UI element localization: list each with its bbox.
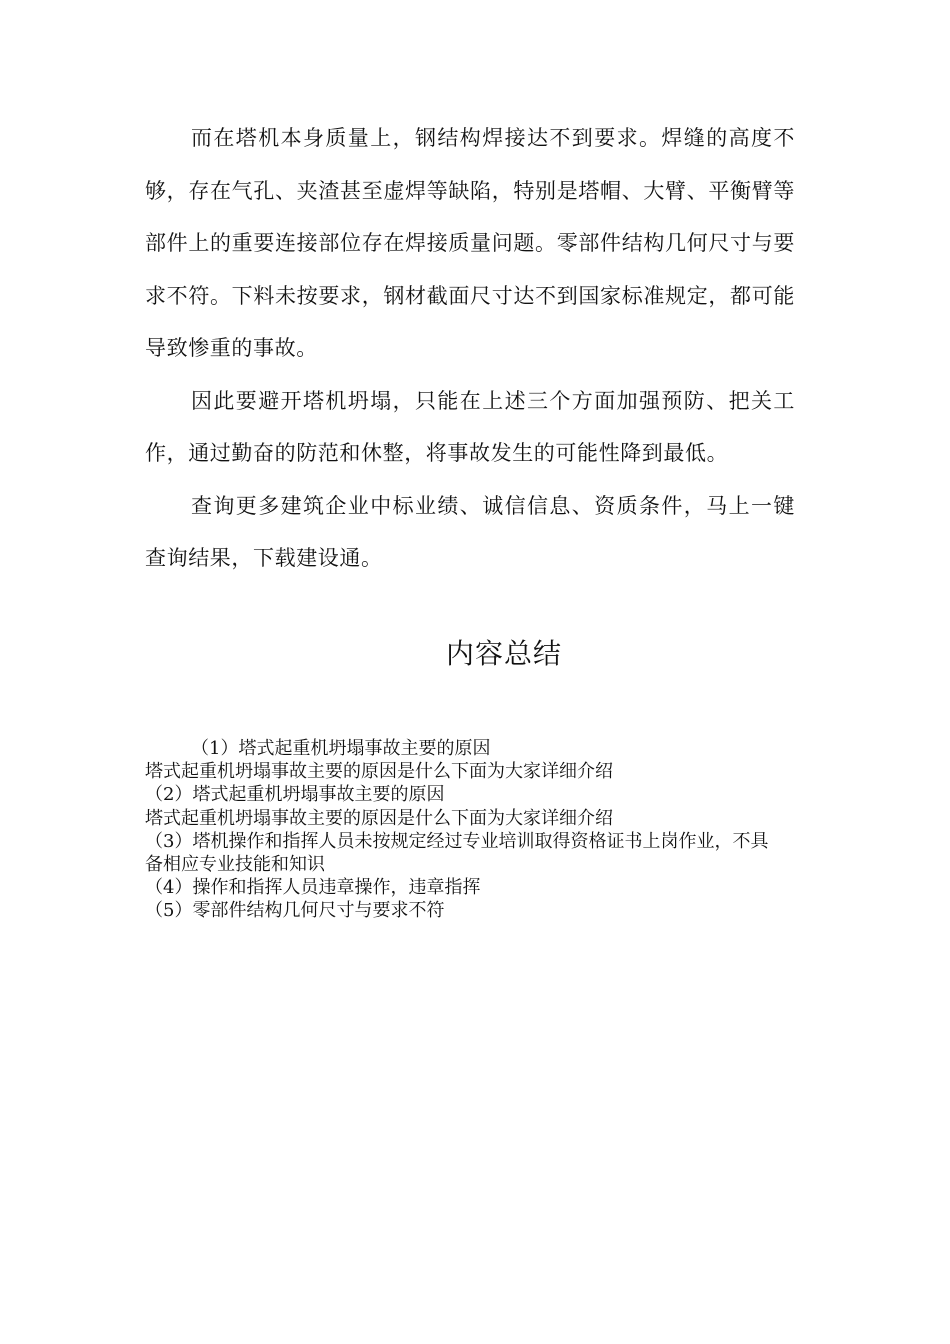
paragraph-prevention: 因此要避开塔机坍塌，只能在上述三个方面加强预防、把关工作，通过勤奋的防范和休整，将事故发生的可能性降到最低。: [145, 388, 795, 465]
summary-item: （2）塔式起重机坍塌事故主要的原因: [145, 784, 445, 806]
summary-item: （1）塔式起重机坍塌事故主要的原因: [191, 738, 491, 759]
summary-title: 内容总结: [445, 637, 562, 670]
paragraph-query-promo: 查询更多建筑企业中标业绩、诚信信息、资质条件，马上一键查询结果，下载建设通。: [145, 493, 795, 570]
summary-list: [145, 737, 785, 923]
summary-item: 塔式起重机坍塌事故主要的原因是什么下面为大家详细介绍: [145, 761, 613, 783]
summary-item: （5）零部件结构几何尺寸与要求不符: [145, 900, 445, 922]
body-text: [145, 112, 795, 585]
paragraph-welding-quality: 而在塔机本身质量上，钢结构焊接达不到要求。焊缝的高度不够，存在气孔、夹渣甚至虚焊等缺陷，特别是塔帽、大臂、平衡臂等部件上的重要连接部位存在焊接质量问题。零部件结构几何尺寸与要求不符。下料未按要求，钢材截面尺寸达不到国家标准规定，都可能导致惨重的事故。: [145, 126, 795, 360]
summary-item: （4）操作和指挥人员违章操作，违章指挥: [145, 877, 481, 899]
summary-item: （3）塔机操作和指挥人员未按规定经过专业培训取得资格证书上岗作业，不具备相应专业技能和知识: [145, 830, 769, 876]
summary-item: 塔式起重机坍塌事故主要的原因是什么下面为大家详细介绍: [145, 807, 613, 829]
